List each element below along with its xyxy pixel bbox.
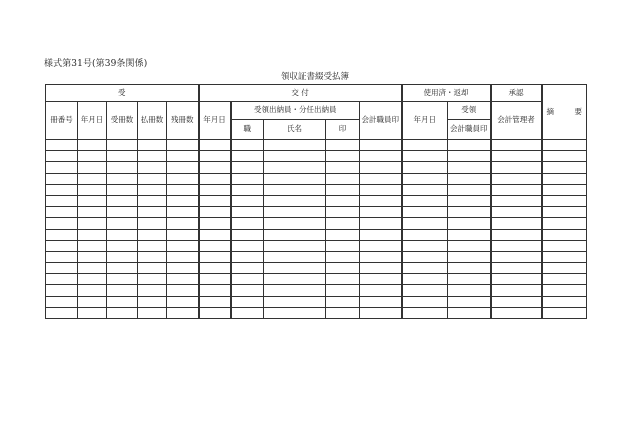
ledger-cell[interactable] (78, 240, 107, 251)
ledger-cell[interactable] (402, 140, 448, 151)
ledger-cell[interactable] (402, 229, 448, 240)
ledger-cell[interactable] (264, 184, 326, 195)
ledger-cell[interactable] (326, 274, 360, 285)
ledger-cell[interactable] (542, 240, 587, 251)
ledger-cell[interactable] (491, 251, 542, 262)
table-row (46, 184, 587, 195)
ledger-cell[interactable] (138, 195, 167, 206)
ledger-cell[interactable] (448, 140, 491, 151)
receiver-group-header: 受領出納員・分任出納員 (231, 102, 360, 120)
ledger-cell[interactable] (360, 274, 402, 285)
table-row (46, 162, 587, 173)
ledger-cell[interactable] (46, 184, 78, 195)
ledger-cell[interactable] (542, 263, 587, 274)
ledger-cell[interactable] (138, 240, 167, 251)
ledger-cell[interactable] (107, 195, 138, 206)
ledger-cell[interactable] (491, 140, 542, 151)
ledger-cell[interactable] (542, 251, 587, 262)
ledger-cell[interactable] (138, 263, 167, 274)
ledger-cell[interactable] (360, 162, 402, 173)
ledger-cell[interactable] (491, 173, 542, 184)
ledger-cell[interactable] (138, 296, 167, 307)
ledger-cell[interactable] (167, 285, 199, 296)
ledger-cell[interactable] (46, 151, 78, 162)
ledger-cell[interactable] (402, 274, 448, 285)
ledger-cell[interactable] (107, 274, 138, 285)
ledger-cell[interactable] (199, 173, 231, 184)
ledger-cell[interactable] (264, 151, 326, 162)
ledger-cell[interactable] (542, 162, 587, 173)
ledger-cell[interactable] (264, 285, 326, 296)
ledger-cell[interactable] (448, 285, 491, 296)
ledger-cell[interactable] (46, 218, 78, 229)
table-row (46, 195, 587, 206)
ledger-cell[interactable] (326, 296, 360, 307)
ledger-cell[interactable] (402, 218, 448, 229)
remarks-right-char: 要 (574, 106, 583, 116)
ledger-table (45, 84, 587, 319)
seal-header: 印 (326, 120, 360, 140)
ledger-cell[interactable] (107, 296, 138, 307)
ledger-cell[interactable] (138, 218, 167, 229)
ledger-cell[interactable] (491, 240, 542, 251)
ledger-cell[interactable] (46, 274, 78, 285)
ledger-cell[interactable] (107, 184, 138, 195)
ledger-cell[interactable] (326, 229, 360, 240)
ledger-cell[interactable] (326, 307, 360, 318)
ledger-cell[interactable] (78, 307, 107, 318)
ledger-cell[interactable] (138, 251, 167, 262)
ledger-cell[interactable] (491, 263, 542, 274)
ledger-cell[interactable] (231, 173, 264, 184)
ledger-cell[interactable] (360, 173, 402, 184)
ledger-cell[interactable] (78, 251, 107, 262)
ledger-cell[interactable] (360, 307, 402, 318)
ledger-body (46, 85, 587, 319)
ledger-cell[interactable] (402, 195, 448, 206)
ledger-cell[interactable] (264, 229, 326, 240)
ledger-cell[interactable] (448, 184, 491, 195)
ledger-cell[interactable] (448, 296, 491, 307)
ledger-cell[interactable] (138, 151, 167, 162)
ledger-cell[interactable] (448, 195, 491, 206)
ledger-cell[interactable] (264, 251, 326, 262)
table-row (46, 229, 587, 240)
ledger-cell[interactable] (491, 307, 542, 318)
ledger-cell[interactable] (491, 195, 542, 206)
ledger-cell[interactable] (167, 263, 199, 274)
ledger-cell[interactable] (231, 285, 264, 296)
receipt-header: 受領 (448, 102, 491, 120)
ledger-cell[interactable] (46, 195, 78, 206)
form-title: 領収証書綴受払簿 (280, 72, 349, 82)
ledger-cell[interactable] (360, 195, 402, 206)
ledger-cell[interactable] (199, 218, 231, 229)
table-row (46, 263, 587, 274)
ledger-cell[interactable] (167, 229, 199, 240)
ledger-cell[interactable] (402, 307, 448, 318)
ledger-cell[interactable] (491, 218, 542, 229)
ledger-cell[interactable] (138, 173, 167, 184)
ledger-cell[interactable] (231, 162, 264, 173)
ledger-cell[interactable] (167, 307, 199, 318)
ledger-cell[interactable] (360, 151, 402, 162)
ledger-cell[interactable] (448, 151, 491, 162)
table-row (46, 218, 587, 229)
ledger-cell[interactable] (231, 184, 264, 195)
used-return-group-header: 使用済・返却 (402, 85, 491, 102)
ledger-cell[interactable] (199, 151, 231, 162)
ledger-cell[interactable] (107, 263, 138, 274)
ledger-cell[interactable] (491, 285, 542, 296)
ledger-cell[interactable] (78, 140, 107, 151)
ledger-cell[interactable] (326, 151, 360, 162)
table-row (46, 240, 587, 251)
ledger-cell[interactable] (138, 207, 167, 218)
ledger-cell[interactable] (46, 307, 78, 318)
ledger-cell[interactable] (326, 263, 360, 274)
form-number-label: 様式第31号(第39条関係) (44, 59, 148, 69)
ledger-cell[interactable] (264, 173, 326, 184)
ledger-cell[interactable] (264, 240, 326, 251)
ledger-cell[interactable] (360, 240, 402, 251)
ledger-cell[interactable] (199, 251, 231, 262)
ledger-cell[interactable] (231, 274, 264, 285)
ledger-cell[interactable] (167, 195, 199, 206)
ledger-cell[interactable] (448, 207, 491, 218)
ledger-cell[interactable] (107, 162, 138, 173)
ledger-cell[interactable] (46, 173, 78, 184)
ledger-cell[interactable] (167, 218, 199, 229)
ledger-cell[interactable] (448, 173, 491, 184)
ledger-cell[interactable] (542, 274, 587, 285)
ledger-cell[interactable] (231, 307, 264, 318)
ledger-cell[interactable] (231, 263, 264, 274)
ledger-cell[interactable] (231, 207, 264, 218)
ledger-cell[interactable] (46, 140, 78, 151)
ledger-cell[interactable] (402, 151, 448, 162)
ledger-cell[interactable] (46, 251, 78, 262)
ledger-cell[interactable] (231, 140, 264, 151)
ledger-cell[interactable] (360, 218, 402, 229)
ledger-cell[interactable] (542, 229, 587, 240)
ledger-cell[interactable] (360, 229, 402, 240)
ledger-cell[interactable] (231, 151, 264, 162)
ledger-cell[interactable] (448, 229, 491, 240)
ledger-cell[interactable] (199, 162, 231, 173)
ledger-cell[interactable] (491, 184, 542, 195)
book-number-header: 冊番号 (46, 102, 78, 140)
ledger-cell[interactable] (46, 296, 78, 307)
ledger-cell[interactable] (264, 162, 326, 173)
issued-count-header: 払冊数 (138, 102, 167, 140)
ledger-cell[interactable] (199, 184, 231, 195)
ledger-cell[interactable] (78, 229, 107, 240)
ledger-cell[interactable] (231, 240, 264, 251)
ledger-cell[interactable] (138, 229, 167, 240)
accounting-seal-header-1: 会計職員印 (360, 102, 402, 140)
table-row (46, 173, 587, 184)
date-header-3: 年月日 (402, 102, 448, 140)
ledger-cell[interactable] (264, 140, 326, 151)
ledger-cell[interactable] (326, 184, 360, 195)
approval-group-header: 承認 (491, 85, 542, 102)
ledger-cell[interactable] (46, 263, 78, 274)
ledger-cell[interactable] (326, 162, 360, 173)
ledger-cell[interactable] (107, 307, 138, 318)
ledger-cell[interactable] (542, 151, 587, 162)
ledger-cell[interactable] (491, 151, 542, 162)
ledger-cell[interactable] (326, 285, 360, 296)
ledger-cell[interactable] (542, 296, 587, 307)
ledger-cell[interactable] (326, 195, 360, 206)
table-row (46, 251, 587, 262)
accounting-seal-header-2: 会計職員印 (448, 120, 491, 140)
received-count-header: 受冊数 (107, 102, 138, 140)
table-row (46, 140, 587, 151)
ledger-cell[interactable] (231, 296, 264, 307)
ledger-cell[interactable] (491, 274, 542, 285)
ledger-cell[interactable] (78, 173, 107, 184)
ledger-cell[interactable] (491, 296, 542, 307)
ledger-cell[interactable] (167, 162, 199, 173)
table-row (46, 151, 587, 162)
ledger-cell[interactable] (78, 296, 107, 307)
ledger-cell[interactable] (360, 140, 402, 151)
ledger-cell[interactable] (199, 240, 231, 251)
ledger-cell[interactable] (167, 173, 199, 184)
ledger-cell[interactable] (542, 140, 587, 151)
ledger-cell[interactable] (448, 218, 491, 229)
header-row-1 (46, 85, 587, 102)
ledger-cell[interactable] (264, 263, 326, 274)
ledger-cell[interactable] (78, 195, 107, 206)
ledger-cell[interactable] (167, 274, 199, 285)
ledger-cell[interactable] (138, 162, 167, 173)
ledger-cell[interactable] (199, 195, 231, 206)
ledger-cell[interactable] (264, 307, 326, 318)
ledger-cell[interactable] (402, 296, 448, 307)
ledger-cell[interactable] (199, 307, 231, 318)
remaining-count-header: 残冊数 (167, 102, 199, 140)
ledger-cell[interactable] (199, 296, 231, 307)
ledger-cell[interactable] (78, 162, 107, 173)
ledger-cell[interactable] (402, 162, 448, 173)
position-header: 職 (231, 120, 264, 140)
ledger-cell[interactable] (199, 285, 231, 296)
ledger-cell[interactable] (138, 140, 167, 151)
ledger-cell[interactable] (199, 140, 231, 151)
ledger-cell[interactable] (138, 184, 167, 195)
ledger-cell[interactable] (448, 263, 491, 274)
ledger-cell[interactable] (231, 195, 264, 206)
ledger-cell[interactable] (167, 240, 199, 251)
ledger-cell[interactable] (167, 207, 199, 218)
ledger-cell[interactable] (402, 263, 448, 274)
ledger-cell[interactable] (326, 251, 360, 262)
ledger-cell[interactable] (231, 229, 264, 240)
ledger-cell[interactable] (231, 218, 264, 229)
ledger-cell[interactable] (402, 184, 448, 195)
ledger-cell[interactable] (107, 207, 138, 218)
ledger-cell[interactable] (402, 285, 448, 296)
ledger-cell[interactable] (360, 296, 402, 307)
ledger-cell[interactable] (46, 240, 78, 251)
receive-group-header: 受 (46, 85, 199, 102)
ledger-cell[interactable] (107, 218, 138, 229)
ledger-cell[interactable] (402, 240, 448, 251)
ledger-cell[interactable] (542, 285, 587, 296)
ledger-cell[interactable] (491, 162, 542, 173)
ledger-cell[interactable] (360, 251, 402, 262)
ledger-cell[interactable] (360, 285, 402, 296)
ledger-cell[interactable] (46, 285, 78, 296)
ledger-cell[interactable] (264, 218, 326, 229)
remarks-left-char: 摘 (546, 106, 555, 116)
date-header-1: 年月日 (78, 102, 107, 140)
ledger-cell[interactable] (167, 151, 199, 162)
ledger-cell[interactable] (107, 151, 138, 162)
ledger-cell[interactable] (78, 263, 107, 274)
ledger-cell[interactable] (107, 285, 138, 296)
ledger-cell[interactable] (107, 240, 138, 251)
ledger-cell[interactable] (46, 229, 78, 240)
ledger-cell[interactable] (326, 218, 360, 229)
ledger-cell[interactable] (199, 229, 231, 240)
ledger-cell[interactable] (46, 162, 78, 173)
ledger-cell[interactable] (78, 218, 107, 229)
ledger-cell[interactable] (138, 274, 167, 285)
ledger-cell[interactable] (542, 173, 587, 184)
remarks-header (542, 85, 587, 140)
ledger-cell[interactable] (402, 251, 448, 262)
ledger-cell[interactable] (46, 207, 78, 218)
ledger-cell[interactable] (542, 307, 587, 318)
ledger-cell[interactable] (264, 195, 326, 206)
table-row (46, 296, 587, 307)
ledger-cell[interactable] (199, 274, 231, 285)
ledger-cell[interactable] (264, 296, 326, 307)
ledger-cell[interactable] (326, 173, 360, 184)
table-row (46, 307, 587, 318)
ledger-cell[interactable] (138, 285, 167, 296)
ledger-cell[interactable] (542, 184, 587, 195)
ledger-cell[interactable] (107, 229, 138, 240)
ledger-cell[interactable] (264, 274, 326, 285)
ledger-cell[interactable] (326, 207, 360, 218)
ledger-cell[interactable] (138, 307, 167, 318)
ledger-cell[interactable] (542, 195, 587, 206)
ledger-cell[interactable] (167, 296, 199, 307)
ledger-cell[interactable] (448, 240, 491, 251)
ledger-cell[interactable] (107, 251, 138, 262)
table-row (46, 274, 587, 285)
ledger-cell[interactable] (491, 207, 542, 218)
table-row (46, 285, 587, 296)
accounting-manager-header: 会計管理者 (491, 102, 542, 140)
ledger-cell[interactable] (199, 207, 231, 218)
ledger-cell[interactable] (167, 184, 199, 195)
ledger-cell[interactable] (78, 274, 107, 285)
header-row-2 (46, 102, 587, 120)
issue-group-header: 交 付 (199, 85, 402, 102)
ledger-cell[interactable] (448, 274, 491, 285)
ledger-cell[interactable] (107, 173, 138, 184)
ledger-cell[interactable] (167, 140, 199, 151)
ledger-cell[interactable] (402, 173, 448, 184)
name-header: 氏名 (264, 120, 326, 140)
table-row (46, 207, 587, 218)
ledger-cell[interactable] (360, 184, 402, 195)
ledger-cell[interactable] (448, 251, 491, 262)
ledger-cell[interactable] (107, 140, 138, 151)
ledger-cell[interactable] (491, 229, 542, 240)
date-header-2: 年月日 (199, 102, 231, 140)
ledger-cell[interactable] (167, 251, 199, 262)
ledger-cell[interactable] (326, 240, 360, 251)
ledger-cell[interactable] (360, 207, 402, 218)
ledger-cell[interactable] (542, 218, 587, 229)
ledger-cell[interactable] (448, 162, 491, 173)
ledger-cell[interactable] (199, 263, 231, 274)
ledger-cell[interactable] (231, 251, 264, 262)
ledger-cell[interactable] (360, 263, 402, 274)
ledger-cell[interactable] (542, 207, 587, 218)
ledger-cell[interactable] (78, 184, 107, 195)
ledger-cell[interactable] (264, 207, 326, 218)
ledger-cell[interactable] (402, 207, 448, 218)
ledger-cell[interactable] (78, 207, 107, 218)
ledger-cell[interactable] (78, 285, 107, 296)
ledger-cell[interactable] (78, 151, 107, 162)
ledger-cell[interactable] (448, 307, 491, 318)
ledger-cell[interactable] (326, 140, 360, 151)
